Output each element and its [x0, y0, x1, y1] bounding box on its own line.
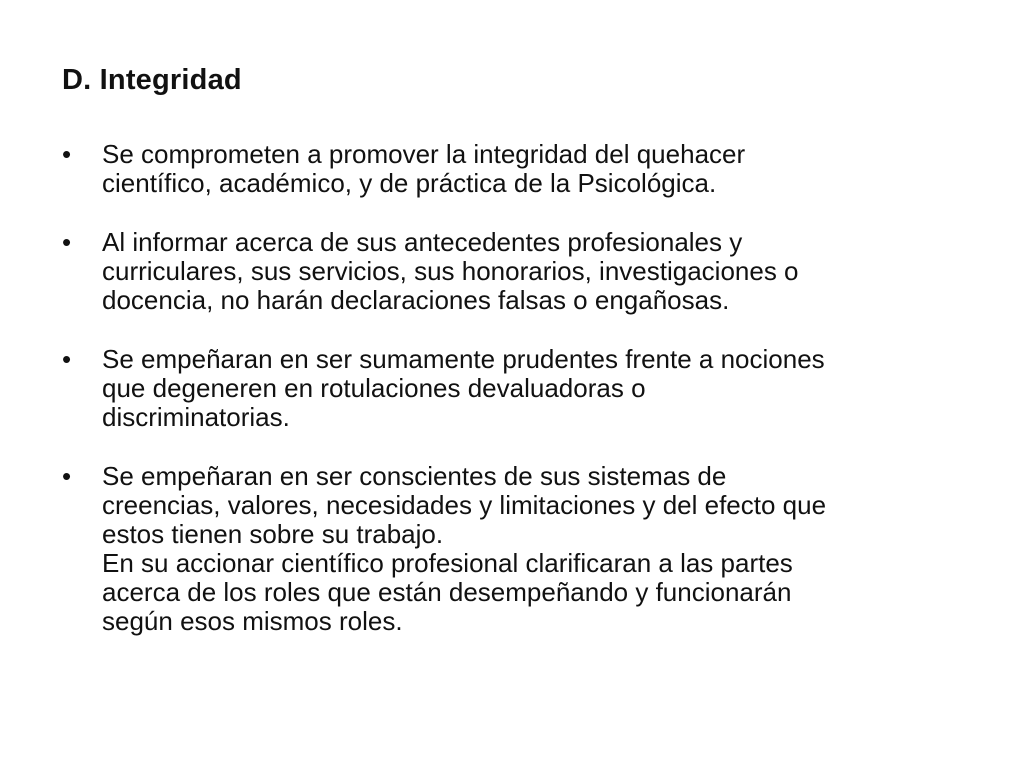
bullet-icon: •	[62, 227, 72, 257]
bullet-list	[62, 140, 992, 666]
bullet-text-line: según esos mismos roles.	[102, 606, 403, 636]
bullet-icon: •	[62, 139, 72, 169]
bullet-text-line: Se empeñaran en ser sumamente prudentes frente a nociones	[102, 344, 825, 374]
bullet-text-line: que degeneren en rotulaciones devaluadoras o	[102, 373, 646, 403]
bullet-text-line: Se comprometen a promover la integridad del quehacer	[102, 139, 746, 169]
bullet-icon: •	[62, 461, 72, 491]
bullet-item	[62, 228, 992, 315]
bullet-item	[62, 140, 992, 198]
bullet-text-line: acerca de los roles que están desempeñando y funcionarán	[102, 577, 792, 607]
bullet-text-line: creencias, valores, necesidades y limitaciones y del efecto que	[102, 490, 827, 520]
bullet-icon: •	[62, 344, 72, 374]
bullet-text-line: En su accionar científico profesional clarificaran a las partes	[102, 548, 793, 578]
bullet-text-line: docencia, no harán declaraciones falsas o engañosas.	[102, 285, 730, 315]
bullet-text-line: estos tienen sobre su trabajo.	[102, 519, 444, 549]
bullet-text-line: Al informar acerca de sus antecedentes profesionales y	[102, 227, 743, 257]
bullet-text-line: discriminatorias.	[102, 402, 290, 432]
bullet-text-line: curriculares, sus servicios, sus honorarios, investigaciones o	[102, 256, 799, 286]
bullet-text-line: Se empeñaran en ser conscientes de sus sistemas de	[102, 461, 727, 491]
bullet-item	[62, 345, 992, 432]
slide-title: D. Integridad	[62, 64, 242, 96]
bullet-text-line: científico, académico, y de práctica de la Psicológica.	[102, 168, 717, 198]
bullet-item	[62, 462, 992, 636]
